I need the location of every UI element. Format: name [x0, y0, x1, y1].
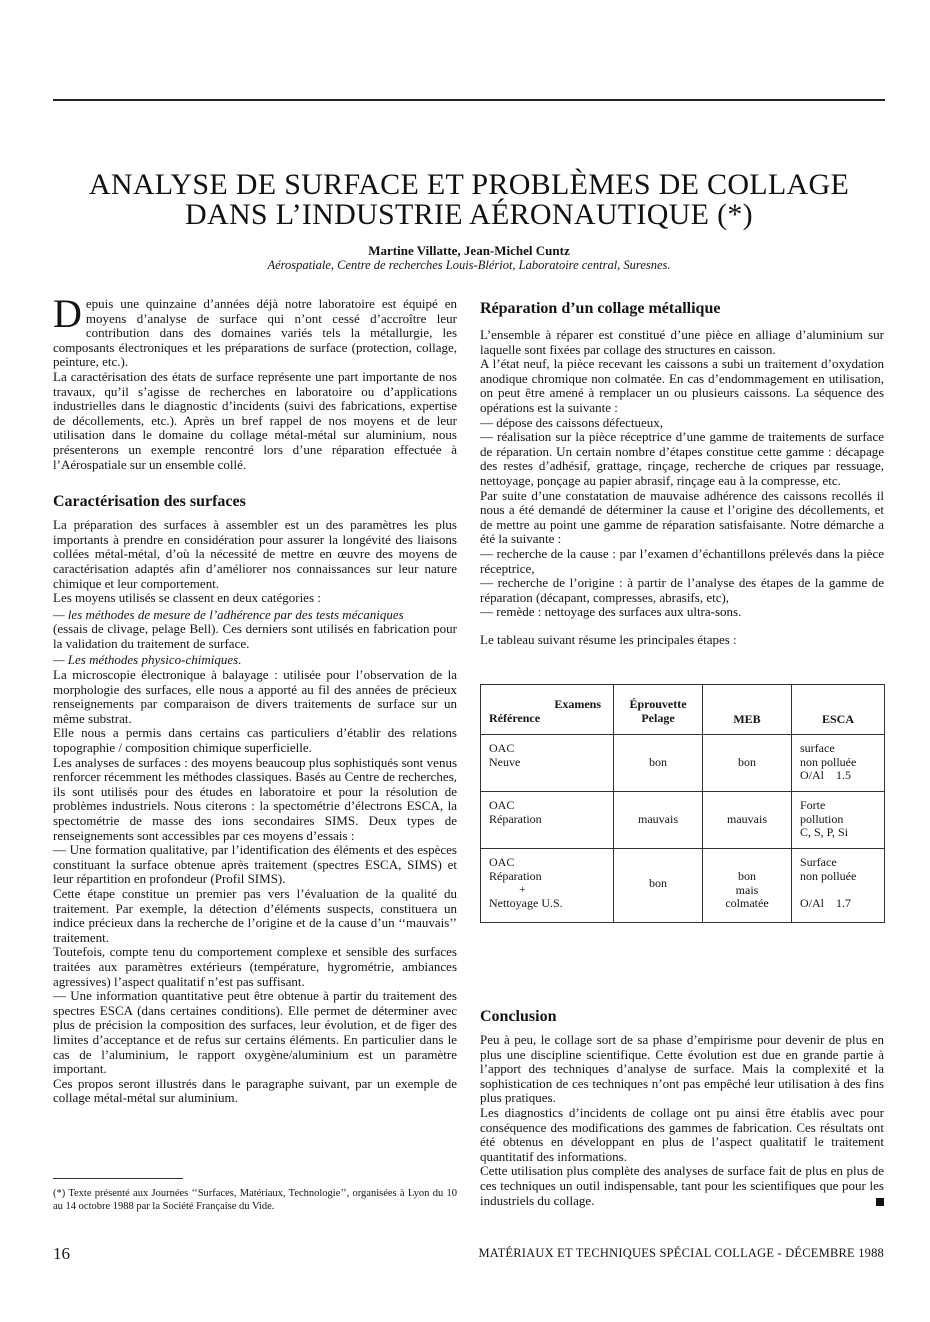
s1-paragraph-10: — Une information quantitative peut être obtenue à partir du traitement des spectres ESCA (dans certaines conditions). Elle permet de déterminer avec plus de précision la composition des surfaces, leur évolution, et de figer des limites d’acceptance et de refus sur certains éléments. En particulier dans le cas de l’aluminium, le rapport oxygène/aluminium est un paramètre important. [53, 988, 457, 1077]
ref-line: Réparation [489, 811, 542, 826]
s1-paragraph-4: La microscopie électronique à balayage : utilisée pour l’observation de la morphologie des surfaces, elle nous a apporté au fil des années de précieux renseignements par comparaison de divers traitements de surface sur un même substrat. [53, 667, 457, 726]
authors: Martine Villatte, Jean-Michel Cuntz [368, 243, 570, 258]
s1-list-item-1: — les méthodes de mesure de l’adhérence par des tests mécaniques [53, 606, 404, 622]
conclusion-body [480, 1033, 884, 1208]
section-heading-reparation: Réparation d’un collage métallique [480, 300, 721, 317]
s2-list-item-4: — recherche de l’origine : à partir de l’analyse des étapes de la gamme de réparation (décapant, compresses, abrasifs, etc), [480, 575, 884, 605]
cell-esca [792, 792, 885, 849]
meb-value: mauvais [727, 812, 767, 826]
conclusion-text-3: Cette utilisation plus complète des analyses de surface fait de plus en plus de ces techniques un outil indispensable, tant pour les scientifiques que pour les industriels du collage. [480, 1163, 884, 1208]
ref-line: Nettoyage U.S. [489, 895, 563, 910]
cell-esca [792, 735, 885, 792]
esca-line: pollution [800, 811, 844, 826]
header-eprouvette: Éprouvette [629, 697, 687, 711]
s1-paragraph-6: Les analyses de surfaces : des moyens beaucoup plus sophistiqués sont venus renforcer récemment les méthodes classiques. Basés au Centre de recherches, ils sont utilisés pour des études en laboratoire et pour la résolution de problèmes industriels. Nous citerons : la spectométrie d’électrons ESCA, la spectométrie de masse des ions secondaires SIMS. Deux types de renseignements sont accessibles par ces moyens d’essais : [53, 754, 457, 843]
cell-esca [792, 849, 885, 923]
ref-line: OAC [489, 855, 515, 869]
esca-line: Forte [800, 798, 826, 812]
right-column [480, 300, 884, 647]
header-meb: MEB [733, 711, 761, 726]
journal-footer: MATÉRIAUX ET TECHNIQUES SPÉCIAL COLLAGE - DÉCEMBRE 1988 [478, 1246, 884, 1260]
pelage-value: mauvais [638, 812, 678, 826]
header-reference: Référence [489, 711, 541, 725]
esca-line: Surface [800, 855, 837, 869]
title-line-1: ANALYSE DE SURFACE ET PROBLÈMES DE COLLAGE [88, 168, 850, 201]
article-title [53, 170, 885, 230]
s1-paragraph-3: (essais de clivage, pelage Bell). Ces derniers sont utilisés en fabrication pour la validation du traitement de surface. [53, 621, 457, 651]
ref-line: Réparation [489, 868, 542, 883]
pelage-value: bon [649, 755, 667, 769]
table-row [481, 792, 885, 849]
cell-meb [703, 849, 792, 923]
s2-list-item-2: — réalisation sur la pièce réceptrice d’une gamme de traitements de surface de réparation. Un certain nombre d’étapes constitue cette gamme : décapage des restes d’adhésif, grattage, rinçage, recherche de criques par ressuage, nettoyage, ponçage au papier abrasif, rinçage eau à la compresse, etc. [480, 429, 884, 488]
cell-reference [481, 735, 614, 792]
s2-list-item-3: — recherche de la cause : par l’examen d’échantillons prélevés dans la pièce réceptrice, [480, 545, 884, 576]
conclusion-paragraph-2: Les diagnostics d’incidents de collage ont pu ainsi être établis avec pour conséquence des modifications des gammes de fabrication. Ces résultats ont été obtenus en développant en plus de l’aspect qualitatif le traitement quantitatif des informations. [480, 1104, 884, 1164]
cell-pelage [614, 735, 703, 792]
affiliation: Aérospatiale, Centre de recherches Louis-Blériot, Laboratoire central, Suresnes. [267, 258, 671, 272]
s1-paragraph-11: Ces propos seront illustrés dans le paragraphe suivant, par un exemple de collage métal-métal sur aluminium. [53, 1075, 457, 1106]
table-header-row [481, 685, 885, 735]
ref-line: + [519, 882, 526, 896]
header-cell-meb [703, 685, 792, 735]
conclusion-paragraph-3 [480, 1164, 884, 1208]
intro-paragraph-2: La caractérisation des états de surface représente une part importante de nos travaux, qu’il s’agisse de recherches en laboratoire ou d’applications industrielles dans le diagnostic d’incidents (suivi des fabrications, expertise de décollements, etc.). Après un bref rappel de nos moyens et de leur utilisation dans le domaine du collage métal-métal sur aluminium, nous présenterons un exemple rencontré lors d’une réparation effectuée à l’Aérospatiale sur un ensemble collé. [53, 368, 457, 472]
end-of-article-mark [876, 1198, 884, 1206]
intro-paragraph [53, 291, 457, 370]
s1-list-item-2: — Les méthodes physico-chimiques. [53, 652, 242, 668]
header-esca: ESCA [821, 711, 854, 726]
s1-paragraph-9: Toutefois, compte tenu du comportement complexe et sensible des surfaces traitées aux paramètres extérieurs (température, hygrométrie, ambiances agressives) l’aspect qualitatif n’est pas suffisant. [53, 944, 457, 989]
conclusion-paragraph-1: Peu à peu, le collage sort de sa phase d’empirisme pour devenir de plus en plus une discipline scientifique. Cette évolution est due en grande partie à l’apport des techniques d’analyse de surface. Mais la complexité et la sophistication de ces techniques n’ont pas empêché leur utilisation à des fins plus pratiques. [480, 1032, 884, 1106]
esca-line: non polluée [800, 868, 857, 883]
esca-line: non polluée [800, 754, 857, 769]
s2-paragraph-4: Le tableau suivant résume les principales étapes : [480, 631, 737, 647]
results-table-wrapper [480, 684, 885, 923]
meb-value: bon [738, 869, 756, 883]
footnote-rule [53, 1178, 183, 1179]
ref-line: Neuve [489, 754, 521, 769]
s2-paragraph-2: A l’état neuf, la pièce recevant les caissons a subi un traitement d’oxydation anodique chromique non colmatée. En cas d’endommagement en utilisation, on peut être amené à remplacer un ou plusieurs caissons. La séquence des opérations est la suivante : [480, 356, 884, 415]
meb-value: bon [738, 755, 756, 769]
meb-value: mais [735, 882, 759, 897]
s1-paragraph-8: Cette étape constitue un premier pas vers l’évaluation de la qualité du traitement. Par exemple, la détection d’éléments suspects, constituera un indice précieux dans la recherche de l’origine et de la cause d’un ‘‘mauvais’’ traitement. [53, 885, 457, 945]
esca-line: O/Al 1.7 [800, 895, 851, 910]
cell-meb [703, 792, 792, 849]
meb-value: colmatée [725, 896, 769, 910]
ref-line: OAC [489, 741, 515, 755]
results-table [480, 684, 885, 923]
s1-paragraph-1: La préparation des surfaces à assembler est un des paramètres les plus importants à prendre en considération pour assurer la longévité des liaisons collées métal-métal, d’où la nécessité de mettre en œuvre des moyens de caractérisation adaptés afin d’améliorer nos connaissances sur leur nature chimique et leur comportement. [53, 517, 457, 591]
s1-paragraph-2: Les moyens utilisés se classent en deux catégories : [53, 590, 321, 606]
cell-pelage [614, 849, 703, 923]
cell-meb [703, 735, 792, 792]
header-cell-esca [792, 685, 885, 735]
header-examens: Examens [554, 697, 601, 711]
cell-reference [481, 792, 614, 849]
s1-paragraph-7: — Une formation qualitative, par l’identification des éléments et des espèces constituant la surface obtenue après traitement (spectres ESCA, SIMS) et leur répartition en profondeur (Profil SIMS). [53, 842, 457, 887]
table-row [481, 849, 885, 923]
cell-pelage [614, 792, 703, 849]
header-cell-pelage [614, 685, 703, 735]
top-rule [53, 99, 885, 101]
s1-paragraph-5: Elle nous a permis dans certains cas particuliers d’établir des relations topographie / composition chimique superficielle. [53, 725, 457, 756]
esca-line: C, S, P, Si [800, 825, 849, 839]
intro-text: epuis une quinzaine d’années déjà notre laboratoire est équipé en moyens d’analyse de surface qui n’ont cessé d’accroître leur contribution dans des domaines variés tels la métallurgie, les composants électroniques et les préparations de surface (protection, collage, peinture, etc.). [53, 296, 457, 370]
cell-reference [481, 849, 614, 923]
s2-list-item-5: — remède : nettoyage des surfaces aux ultra-sons. [480, 604, 742, 620]
esca-line: surface [800, 741, 835, 755]
esca-line: O/Al 1.5 [800, 768, 851, 782]
pelage-value: bon [649, 876, 667, 890]
page-number: 16 [53, 1244, 70, 1263]
section-heading-caracterisation: Caractérisation des surfaces [53, 493, 246, 511]
drop-cap: D [53, 291, 82, 336]
header-pelage: Pelage [641, 710, 675, 725]
section-heading-conclusion: Conclusion [480, 1008, 557, 1025]
header-cell-reference [481, 685, 614, 735]
title-line-2: DANS L’INDUSTRIE AÉRONAUTIQUE (*) [185, 198, 753, 231]
footnote: (*) Texte présenté aux Journées ‘‘Surfaces, Matériaux, Technologie’’, organisées à Lyon du 10 au 14 octobre 1988 par la Société Française du Vide. [53, 1188, 457, 1212]
ref-line: OAC [489, 798, 515, 812]
table-row [481, 735, 885, 792]
s2-list-item-1: — dépose des caissons défectueux, [480, 414, 664, 430]
left-column [53, 291, 457, 1106]
s2-paragraph-1: L’ensemble à réparer est constitué d’une pièce en alliage d’aluminium sur laquelle sont fixées par collage des structures en caisson. [480, 327, 884, 357]
s2-paragraph-3: Par suite d’une constatation de mauvaise adhérence des caissons recollés il nous a été demandé de déterminer la cause et l’origine des décollements, et de mettre au point une gamme de réparation satisfaisante. Notre démarche a été la suivante : [480, 487, 884, 547]
